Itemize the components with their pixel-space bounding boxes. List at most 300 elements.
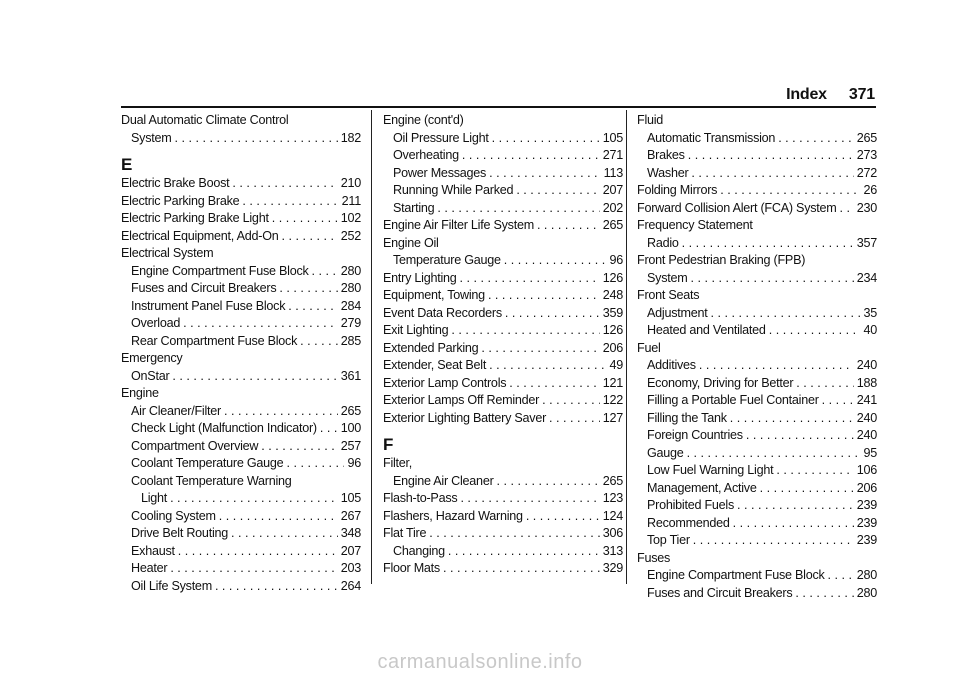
entry-label: Additives (647, 358, 696, 372)
index-subentry (383, 543, 623, 561)
entry-label: Flash-to-Pass (383, 491, 458, 505)
entry-page-number: 359 (602, 305, 623, 320)
index-entry (121, 350, 361, 368)
entry-page-number: 126 (602, 270, 623, 285)
index-entry (383, 490, 623, 508)
entry-page-number: 306 (602, 526, 623, 540)
index-subentry (637, 410, 877, 428)
entry-page-number: 265 (856, 130, 877, 145)
entry-label: Exterior Lamps Off Reminder (383, 393, 540, 407)
index-subentry (637, 567, 877, 585)
index-subentry (637, 585, 877, 603)
entry-page-number: 284 (340, 298, 361, 313)
dot-leader (711, 305, 861, 323)
entry-page-number: 234 (856, 270, 877, 285)
entry-label: Engine (121, 386, 159, 400)
index-subentry (121, 368, 361, 386)
entry-page-number: 96 (609, 253, 623, 267)
entry-label: Check Light (Malfunction Indicator) (131, 421, 317, 435)
index-letter-heading: E (121, 155, 133, 174)
entry-label: Foreign Countries (647, 428, 743, 442)
index-subentry (637, 305, 877, 323)
dot-leader (312, 263, 338, 281)
entry-label: Engine Air Filter Life System (383, 218, 534, 232)
entry-label: Engine Compartment Fuse Block (647, 568, 825, 582)
entry-label: Management, Active (647, 480, 757, 495)
entry-page-number: 271 (602, 148, 623, 162)
entry-page-number: 265 (602, 473, 623, 488)
index-entry (383, 305, 623, 323)
dot-leader (481, 340, 599, 358)
header-rule (121, 106, 876, 108)
index-entry (383, 455, 623, 473)
entry-page-number: 239 (856, 533, 877, 547)
dot-leader (272, 210, 338, 228)
entry-label: Equipment, Towing (383, 288, 485, 302)
dot-leader (300, 333, 338, 351)
page-header (0, 86, 875, 106)
dot-leader (691, 165, 853, 183)
entry-label: OnStar (131, 368, 170, 383)
index-entry (637, 200, 877, 218)
dot-leader (279, 280, 337, 298)
entry-page-number: 124 (602, 508, 623, 523)
entry-label: Fuses (637, 550, 671, 565)
dot-leader (537, 217, 600, 235)
entry-page-number: 105 (340, 491, 361, 505)
entry-page-number: 267 (340, 508, 361, 523)
entry-label: Cooling System (131, 508, 216, 523)
index-subentry (121, 333, 361, 351)
entry-label: Extended Parking (383, 340, 479, 355)
dot-leader (288, 298, 337, 316)
section-title: Index (786, 86, 827, 103)
index-subentry (121, 280, 361, 298)
dot-leader (492, 130, 600, 148)
dot-leader (542, 392, 600, 410)
entry-page-number: 123 (602, 491, 623, 505)
index-subentry (121, 560, 361, 578)
entry-page-number: 96 (347, 456, 361, 470)
dot-leader (840, 200, 854, 218)
entry-label: Brakes (647, 148, 685, 162)
dot-leader (795, 585, 853, 603)
dot-leader (737, 497, 854, 515)
index-subentry (637, 445, 877, 463)
index-subentry (383, 252, 623, 270)
entry-page-number: 279 (340, 316, 361, 330)
index-letter-heading: F (383, 435, 394, 454)
dot-leader (509, 375, 599, 393)
index-subentry (637, 130, 877, 148)
index-entry (383, 392, 623, 410)
index-entry (637, 252, 877, 270)
entry-label: Flat Tire (383, 526, 427, 540)
entry-page-number: 280 (340, 263, 361, 278)
dot-leader (489, 165, 601, 183)
entry-page-number: 272 (856, 165, 877, 180)
entry-label: Dual Automatic Climate Control (121, 113, 289, 127)
dot-leader (497, 473, 600, 491)
index-entry (383, 410, 623, 428)
dot-leader (504, 252, 607, 270)
index-subentry (121, 490, 361, 508)
index-subentry (383, 473, 623, 491)
entry-page-number: 252 (340, 228, 361, 243)
entry-label: Instrument Panel Fuse Block (131, 298, 286, 313)
dot-leader (320, 420, 338, 438)
entry-label: System (647, 270, 688, 285)
index-entry (383, 560, 623, 578)
index-subentry (121, 438, 361, 456)
entry-label: Air Cleaner/Filter (131, 403, 221, 418)
entry-label: Front Pedestrian Braking (FPB) (637, 253, 806, 267)
dot-leader (443, 560, 600, 578)
index-subentry (121, 315, 361, 333)
entry-label: Changing (393, 543, 445, 558)
entry-label: Light (141, 491, 168, 505)
entry-label: Event Data Recorders (383, 305, 502, 320)
dot-leader (488, 287, 600, 305)
index-subentry (121, 298, 361, 316)
index-subentry (637, 322, 877, 340)
entry-page-number: 240 (856, 410, 877, 425)
index-entry (637, 550, 877, 568)
entry-page-number: 206 (602, 340, 623, 355)
dot-leader (796, 375, 853, 393)
dot-leader (261, 438, 337, 456)
entry-label: Engine (cont'd) (383, 113, 464, 127)
entry-page-number: 239 (856, 498, 877, 512)
entry-label: Power Messages (393, 165, 487, 180)
dot-leader (183, 315, 338, 333)
index-entry (383, 322, 623, 340)
index-entry (383, 217, 623, 235)
index-subentry (121, 578, 361, 596)
entry-label: Gauge (647, 445, 684, 460)
dot-leader (175, 130, 338, 148)
entry-page-number: 206 (856, 480, 877, 495)
entry-label: Exit Lighting (383, 323, 449, 337)
entry-page-number: 211 (341, 193, 361, 208)
entry-page-number: 357 (856, 235, 877, 250)
dot-leader (170, 560, 337, 578)
entry-page-number: 264 (340, 578, 361, 593)
index-subentry (637, 480, 877, 498)
entry-label: Rear Compartment Fuse Block (131, 333, 298, 348)
dot-leader (516, 182, 599, 200)
index-subentry (637, 392, 877, 410)
dot-leader (733, 515, 854, 533)
entry-page-number: 273 (856, 148, 877, 162)
entry-page-number: 280 (340, 281, 361, 295)
index-column-2 (383, 112, 623, 578)
index-entry (121, 112, 361, 130)
entry-page-number: 239 (856, 515, 877, 530)
dot-leader (232, 175, 337, 193)
dot-leader (505, 305, 600, 323)
entry-label: Overload (131, 316, 181, 330)
dot-leader (170, 490, 338, 508)
entry-label: System (131, 130, 172, 145)
entry-label: Washer (647, 165, 689, 180)
column-divider (371, 110, 372, 584)
entry-label: Electrical Equipment, Add-On (121, 228, 279, 243)
index-subentry (637, 497, 877, 515)
entry-label: Oil Pressure Light (393, 130, 489, 145)
entry-page-number: 122 (602, 393, 623, 407)
entry-page-number: 265 (340, 403, 361, 418)
entry-label: Radio (647, 235, 679, 250)
dot-leader (437, 200, 599, 218)
index-entry (637, 112, 877, 130)
entry-page-number: 361 (340, 368, 361, 383)
dot-leader (730, 410, 854, 428)
index-entry (383, 287, 623, 305)
dot-leader (462, 147, 600, 165)
entry-label: Entry Lighting (383, 270, 457, 285)
entry-page-number: 348 (340, 526, 361, 540)
entry-page-number: 207 (602, 183, 623, 197)
entry-label: Folding Mirrors (637, 183, 718, 197)
entry-label: Adjustment (647, 305, 708, 320)
index-entry (121, 385, 361, 403)
entry-label: Filling a Portable Fuel Container (647, 393, 819, 407)
entry-page-number: 113 (603, 165, 623, 180)
index-subentry (121, 543, 361, 561)
dot-leader (693, 532, 854, 550)
index-entry (121, 210, 361, 228)
index-entry (637, 340, 877, 358)
dot-leader (549, 410, 600, 428)
entry-label: Recommended (647, 515, 730, 530)
index-entry (121, 245, 361, 263)
dot-leader (691, 270, 854, 288)
index-entry (637, 217, 877, 235)
entry-page-number: 210 (340, 176, 361, 190)
dot-leader (460, 270, 600, 288)
entry-page-number: 203 (340, 561, 361, 575)
entry-page-number: 49 (609, 358, 623, 372)
entry-label: Fuses and Circuit Breakers (131, 281, 277, 295)
index-subentry (121, 130, 361, 148)
dot-leader (215, 578, 338, 596)
index-entry (383, 508, 623, 526)
entry-label: Engine Air Cleaner (393, 473, 494, 488)
index-subentry (121, 525, 361, 543)
index-subentry (637, 532, 877, 550)
entry-label: Low Fuel Warning Light (647, 463, 774, 477)
dot-leader (282, 228, 338, 246)
dot-leader (286, 455, 344, 473)
entry-label: Starting (393, 200, 435, 215)
entry-label: Filter, (383, 456, 413, 470)
index-entry (383, 525, 623, 543)
entry-label: Running While Parked (393, 183, 514, 197)
index-subentry (383, 200, 623, 218)
index-entry (637, 182, 877, 200)
entry-page-number: 257 (340, 438, 361, 453)
index-subentry (637, 375, 877, 393)
entry-label: Temperature Gauge (393, 253, 501, 267)
entry-page-number: 313 (602, 543, 623, 558)
entry-page-number: 182 (340, 130, 361, 145)
entry-page-number: 106 (856, 463, 877, 477)
entry-page-number: 240 (856, 358, 877, 372)
entry-label: Engine Compartment Fuse Block (131, 263, 309, 278)
entry-label: Emergency (121, 351, 183, 365)
entry-label: Overheating (393, 148, 459, 162)
entry-label: Exhaust (131, 543, 175, 558)
entry-label: Flashers, Hazard Warning (383, 508, 523, 523)
entry-label: Exterior Lighting Battery Saver (383, 410, 547, 425)
dot-leader (776, 462, 853, 480)
entry-page-number: 40 (863, 323, 877, 337)
index-subentry (121, 420, 361, 438)
dot-leader (489, 357, 606, 375)
dot-leader (688, 147, 854, 165)
entry-page-number: 240 (856, 428, 877, 442)
index-subentry (383, 165, 623, 183)
dot-leader (172, 368, 337, 386)
entry-page-number: 26 (863, 183, 877, 197)
index-subentry (383, 147, 623, 165)
index-entry (121, 228, 361, 246)
entry-label: Frequency Statement (637, 218, 753, 232)
index-entry (383, 235, 623, 253)
dot-leader (231, 525, 338, 543)
entry-page-number: 280 (856, 585, 877, 600)
entry-page-number: 102 (340, 211, 361, 225)
entry-label: Heated and Ventilated (647, 323, 766, 337)
entry-page-number: 100 (340, 421, 361, 435)
dot-leader (429, 525, 599, 543)
dot-leader (451, 322, 599, 340)
dot-leader (720, 182, 860, 200)
entry-label: Coolant Temperature Warning (131, 473, 292, 488)
entry-page-number: 121 (602, 375, 623, 390)
entry-label: Economy, Driving for Better (647, 375, 794, 390)
entry-label: Fuses and Circuit Breakers (647, 585, 793, 600)
entry-label: Automatic Transmission (647, 130, 776, 145)
entry-label: Fuel (637, 340, 661, 355)
dot-leader (822, 392, 854, 410)
index-subentry (121, 455, 361, 473)
dot-leader (760, 480, 854, 498)
page-number: 371 (848, 86, 875, 103)
entry-page-number: 207 (340, 543, 361, 558)
entry-page-number: 248 (602, 288, 623, 302)
entry-label: Engine Oil (383, 235, 439, 250)
index-entry (383, 375, 623, 393)
index-column-1 (121, 112, 361, 595)
dot-leader (687, 445, 861, 463)
entry-page-number: 280 (856, 568, 877, 582)
dot-leader (778, 130, 854, 148)
index-entry (383, 357, 623, 375)
entry-page-number: 265 (602, 218, 623, 232)
entry-page-number: 188 (856, 375, 877, 390)
entry-label: Heater (131, 561, 168, 575)
entry-page-number: 35 (863, 305, 877, 320)
dot-leader (242, 193, 338, 211)
entry-page-number: 126 (602, 323, 623, 337)
index-entry (121, 193, 361, 211)
watermark: carmanualsonline.info (377, 651, 583, 673)
entry-label: Compartment Overview (131, 438, 259, 453)
dot-leader (224, 403, 338, 421)
dot-leader (682, 235, 854, 253)
entry-label: Floor Mats (383, 561, 440, 575)
index-subentry (637, 462, 877, 480)
entry-page-number: 285 (340, 333, 361, 348)
dot-leader (828, 567, 854, 585)
entry-label: Prohibited Fuels (647, 498, 735, 512)
dot-leader (448, 543, 600, 561)
index-subentry (383, 130, 623, 148)
index-subentry (637, 270, 877, 288)
index-entry (383, 112, 623, 130)
column-divider (626, 110, 627, 584)
index-subentry (637, 165, 877, 183)
dot-leader (769, 322, 861, 340)
dot-leader (178, 543, 338, 561)
dot-leader (460, 490, 599, 508)
entry-page-number: 105 (602, 130, 623, 145)
entry-label: Exterior Lamp Controls (383, 375, 507, 390)
index-subentry (121, 508, 361, 526)
dot-leader (699, 357, 854, 375)
entry-label: Filling the Tank (647, 410, 727, 425)
entry-page-number: 329 (602, 561, 623, 575)
entry-label: Forward Collision Alert (FCA) System (637, 200, 837, 215)
index-subentry (121, 263, 361, 281)
dot-leader (219, 508, 338, 526)
index-subentry (637, 147, 877, 165)
entry-label: Oil Life System (131, 578, 212, 593)
index-entry (383, 340, 623, 358)
entry-page-number: 230 (856, 200, 877, 215)
entry-page-number: 95 (863, 445, 877, 460)
index-subentry (637, 427, 877, 445)
index-entry (121, 175, 361, 193)
index-subentry (121, 403, 361, 421)
dot-leader (526, 508, 600, 526)
entry-page-number: 127 (602, 410, 623, 425)
index-entry (637, 287, 877, 305)
entry-label: Electric Brake Boost (121, 176, 230, 190)
index-entry (383, 270, 623, 288)
entry-label: Electrical System (121, 246, 214, 260)
dot-leader (746, 427, 854, 445)
index-subentry (637, 235, 877, 253)
entry-label: Electric Parking Brake (121, 193, 240, 208)
entry-label: Fluid (637, 113, 664, 127)
entry-label: Coolant Temperature Gauge (131, 456, 284, 470)
entry-label: Electric Parking Brake Light (121, 211, 269, 225)
index-column-3 (637, 112, 877, 602)
entry-label: Drive Belt Routing (131, 526, 228, 540)
index-subentry (121, 473, 361, 491)
entry-page-number: 241 (856, 393, 877, 407)
index-subentry (637, 357, 877, 375)
index-subentry (383, 182, 623, 200)
entry-page-number: 202 (602, 200, 623, 215)
entry-label: Extender, Seat Belt (383, 358, 487, 372)
entry-label: Front Seats (637, 288, 700, 302)
index-subentry (637, 515, 877, 533)
entry-label: Top Tier (647, 533, 690, 547)
